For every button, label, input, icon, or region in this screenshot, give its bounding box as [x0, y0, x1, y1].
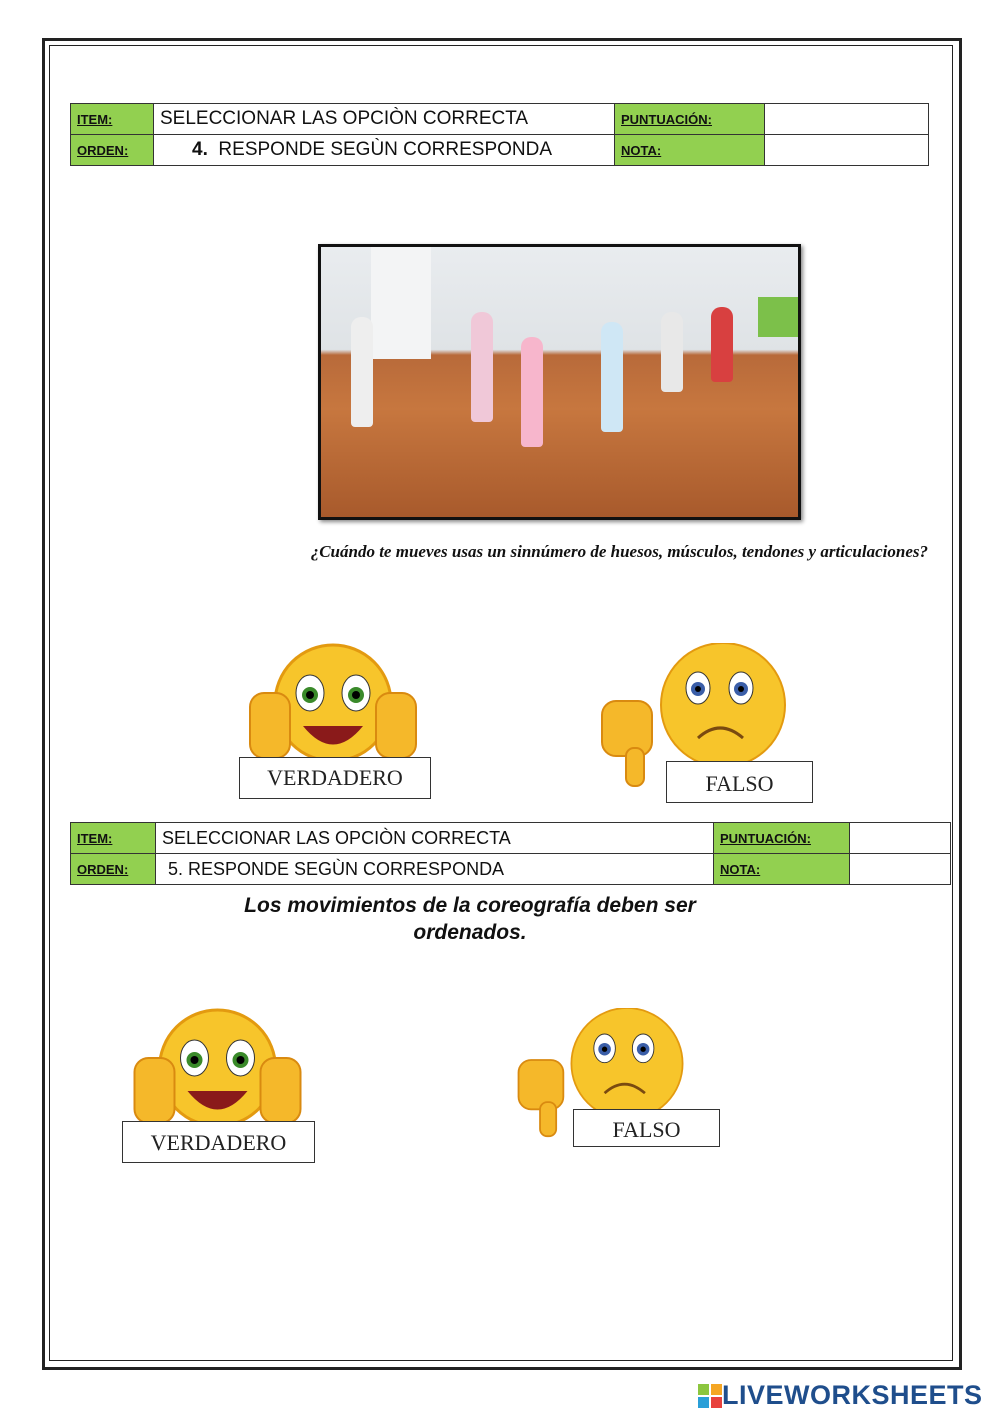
orden-value: [154, 135, 615, 166]
children-dancing-photo: [318, 244, 801, 520]
orden-label: ORDEN:: [71, 854, 156, 885]
puntuacion-label: PUNTUACIÓN:: [615, 104, 765, 135]
item-value: SELECCIONAR LAS OPCIÒN CORRECTA: [154, 104, 615, 135]
orden-number: 4.: [192, 139, 208, 160]
item-value: SELECCIONAR LAS OPCIÒN CORRECTA: [156, 823, 714, 854]
brand-name: LIVEWORKSHEETS: [722, 1380, 983, 1410]
puntuacion-value[interactable]: [850, 823, 951, 854]
live-blocks-icon: [698, 1384, 722, 1408]
false-option-2[interactable]: FALSO: [573, 1109, 720, 1147]
thumbs-up-emoji-icon[interactable]: [130, 1003, 305, 1128]
header-table-2: [70, 822, 951, 885]
puntuacion-label: PUNTUACIÓN:: [714, 823, 850, 854]
question-1: ¿Cuándo te mueves usas un sinnúmero de huesos, músculos, tendones y articulaciones?: [310, 542, 928, 561]
orden-label: ORDEN:: [71, 135, 154, 166]
item-label: ITEM:: [71, 823, 156, 854]
nota-label: NOTA:: [615, 135, 765, 166]
true-option-2[interactable]: VERDADERO: [122, 1121, 315, 1163]
orden-value: 5. RESPONDE SEGÙN CORRESPONDA: [156, 854, 714, 885]
orden-text: RESPONDE SEGÙN CORRESPONDA: [218, 139, 553, 160]
true-option-1[interactable]: VERDADERO: [239, 757, 431, 799]
nota-value[interactable]: [850, 854, 951, 885]
puntuacion-value[interactable]: [765, 104, 929, 135]
statement-2: Los movimientos de la coreografía deben ser ordenados.: [244, 894, 696, 944]
nota-value[interactable]: [765, 135, 929, 166]
header-table-1: [70, 103, 929, 166]
liveworksheets-logo: [698, 1380, 983, 1411]
false-option-1[interactable]: FALSO: [666, 761, 813, 803]
thumbs-up-emoji-icon[interactable]: [248, 638, 418, 763]
item-label: ITEM:: [71, 104, 154, 135]
nota-label: NOTA:: [714, 854, 850, 885]
